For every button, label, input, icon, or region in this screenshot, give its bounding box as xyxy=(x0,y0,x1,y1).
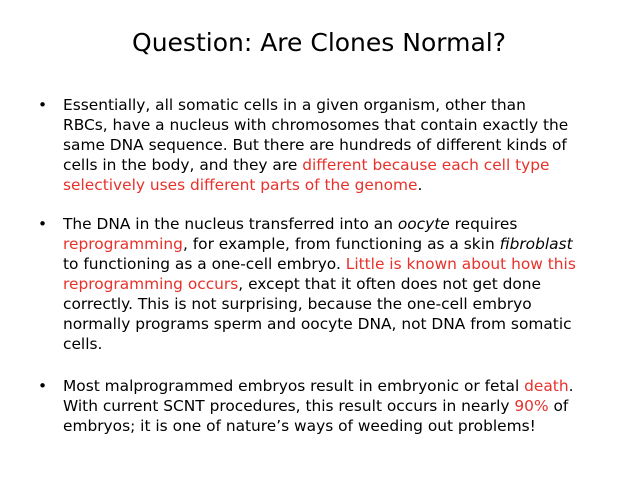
highlight-text: 90% xyxy=(514,397,549,415)
bullet-2-line-3: to functioning as a one-cell embryo. Little is known about how this xyxy=(63,255,576,273)
bullet-1-line-3: same DNA sequence. But there are hundreds of different kinds of xyxy=(63,136,567,154)
bullet-1-line-2: RBCs, have a nucleus with chromosomes that contain exactly the xyxy=(63,116,569,134)
slide-title: Question: Are Clones Normal? xyxy=(132,28,506,57)
highlight-text: reprogramming xyxy=(63,235,183,253)
bullet-1-line-1: Essentially, all somatic cells in a given organism, other than xyxy=(63,96,526,114)
bullet-1-line-5: selectively uses different parts of the genome. xyxy=(63,176,423,194)
bullet-3-line-1: Most malprogrammed embryos result in embryonic or fetal death. xyxy=(63,377,574,395)
bullet-2-line-5: correctly. This is not surprising, because the one-cell embryo xyxy=(63,295,532,313)
bullet-2-line-4: reprogramming occurs, except that it often does not get done xyxy=(63,275,542,293)
highlight-text: reprogramming occurs xyxy=(63,275,239,293)
bullet-2-line-7: cells. xyxy=(63,335,103,353)
bullet-3-line-2: With current SCNT procedures, this result occurs in nearly 90% of xyxy=(63,397,569,415)
bullet-2-line-6: normally programs sperm and oocyte DNA, not DNA from somatic xyxy=(63,315,572,333)
bullet-1-line-4: cells in the body, and they are different because each cell type xyxy=(63,156,550,174)
bullet-dot: • xyxy=(38,215,48,233)
highlight-text: selectively uses different parts of the genome xyxy=(63,176,418,194)
bullet-2-text xyxy=(63,214,623,354)
bullet-1-text xyxy=(63,95,623,195)
highlight-text: death xyxy=(524,377,569,395)
highlight-text: different because each cell type xyxy=(302,156,550,174)
highlight-text: Little is known about how this xyxy=(345,255,576,273)
bullet-3-line-3: embryos; it is one of nature’s ways of weeding out problems! xyxy=(63,417,536,435)
bullet-3-text xyxy=(63,376,623,436)
bullet-2-line-2: reprogramming, for example, from functioning as a skin fibroblast xyxy=(63,235,573,253)
italic-term: fibroblast xyxy=(499,235,573,253)
bullet-dot: • xyxy=(38,377,48,395)
bullet-dot: • xyxy=(38,96,48,114)
italic-term: oocyte xyxy=(397,215,450,233)
bullet-2-line-1: The DNA in the nucleus transferred into an oocyte requires xyxy=(63,215,518,233)
